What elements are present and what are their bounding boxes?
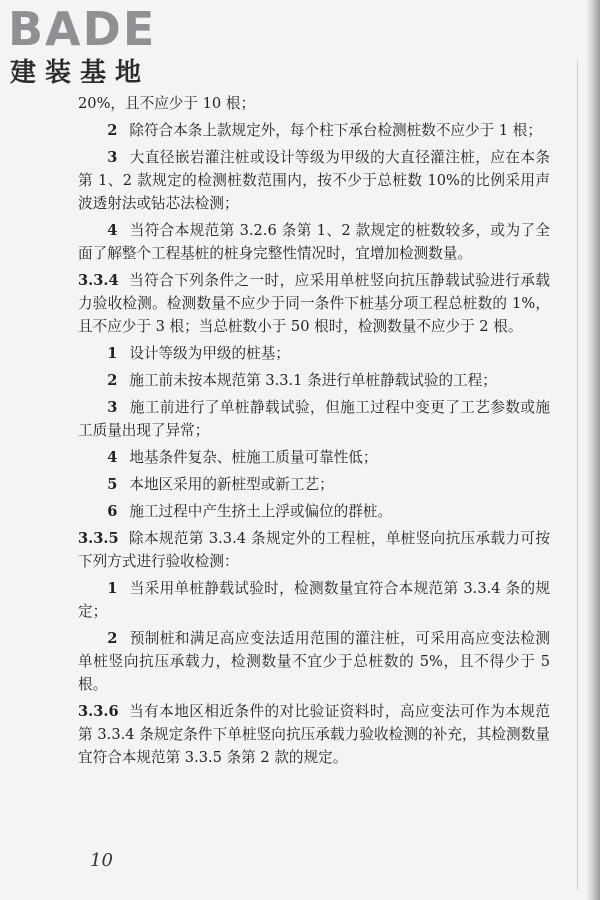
page-margin-line <box>577 60 578 890</box>
list-item <box>78 146 550 215</box>
list-item <box>78 219 550 265</box>
item-number: 2 <box>107 122 118 139</box>
section-clause <box>78 269 550 338</box>
paragraph-text: 当符合本规范第 3.2.6 条第 1、2 款规定的桩数较多，或为了全面了解整个工程基桩的桩身完整性情况时，宜增加检测数量。 <box>78 222 550 262</box>
document-body <box>78 92 550 773</box>
item-number: 1 <box>107 345 118 362</box>
page-number: 10 <box>90 850 113 871</box>
section-clause <box>78 527 550 573</box>
list-item <box>78 369 550 392</box>
section-clause <box>78 700 550 769</box>
paragraph-text: 设计等级为甲级的桩基； <box>129 345 290 362</box>
paragraph-text: 当采用单桩静载试验时，检测数量宜符合本规范第 3.3.4 条的规定； <box>78 580 550 620</box>
paragraph-text: 施工前进行了单桩静载试验，但施工过程中变更了工艺参数或施工质量出现了异常； <box>78 399 550 439</box>
item-number: 6 <box>107 503 118 520</box>
list-item <box>78 342 550 365</box>
paragraph-text: 施工过程中产生挤土上浮或偏位的群桩。 <box>129 503 393 520</box>
clause-number: 3.3.6 <box>78 703 119 720</box>
paragraph-text: 20%，且不应少于 10 根； <box>78 95 256 112</box>
continued-paragraph <box>78 92 550 115</box>
list-item <box>78 627 550 696</box>
item-number: 1 <box>107 580 118 597</box>
list-item <box>78 500 550 523</box>
paragraph-text: 当有本地区相近条件的对比验证资料时，高应变法可作为本规范第 3.3.4 条规定条件下单桩竖向抗压承载力验收检测的补充，其检测数量宜符合本规范第 3.3.5 条第 2 款的规定。 <box>78 703 550 766</box>
item-number: 3 <box>107 149 118 166</box>
paragraph-text: 除符合本条上款规定外，每个柱下承台检测桩数不应少于 1 根； <box>129 122 542 139</box>
list-item <box>78 577 550 623</box>
clause-number: 3.3.5 <box>78 530 119 547</box>
list-item <box>78 446 550 469</box>
paragraph-text: 大直径嵌岩灌注桩或设计等级为甲级的大直径灌注桩，应在本条第 1、2 款规定的检测桩数范围内，按不少于总桩数 10%的比例采用声波透射法或钻芯法检测； <box>78 149 550 212</box>
paragraph-text: 地基条件复杂、桩施工质量可靠性低； <box>129 449 378 466</box>
list-item <box>78 473 550 496</box>
item-number: 3 <box>107 399 118 416</box>
paragraph-text: 预制桩和满足高应变法适用范围的灌注桩，可采用高应变法检测单桩竖向抗压承载力，检测数量不宜少于总桩数的 5%，且不得少于 5 根。 <box>78 630 550 693</box>
list-item <box>78 396 550 442</box>
item-number: 2 <box>107 372 118 389</box>
item-number: 5 <box>107 476 118 493</box>
logo-word: BADE <box>8 2 157 56</box>
item-number: 4 <box>107 449 118 466</box>
list-item <box>78 119 550 142</box>
paragraph-text: 本地区采用的新桩型或新工艺； <box>129 476 334 493</box>
logo-subtitle: 建装基地 <box>10 58 151 88</box>
bade-logo <box>8 4 178 90</box>
paragraph-text: 除本规范第 3.3.4 条规定外的工程桩，单桩竖向抗压承载力可按下列方式进行验收检测： <box>78 530 550 570</box>
paragraph-text: 当符合下列条件之一时，应采用单桩竖向抗压静载试验进行承载力验收检测。检测数量不应少于同一条件下桩基分项工程总桩数的 1%，且不应少于 3 根；当总桩数小于 50 根时，检测数量不应少于 2 根。 <box>78 272 550 335</box>
page-edge-shadow <box>586 0 600 900</box>
item-number: 4 <box>107 222 118 239</box>
clause-number: 3.3.4 <box>78 272 119 289</box>
paragraph-text: 施工前未按本规范第 3.3.1 条进行单桩静载试验的工程； <box>129 372 497 389</box>
item-number: 2 <box>107 630 118 647</box>
